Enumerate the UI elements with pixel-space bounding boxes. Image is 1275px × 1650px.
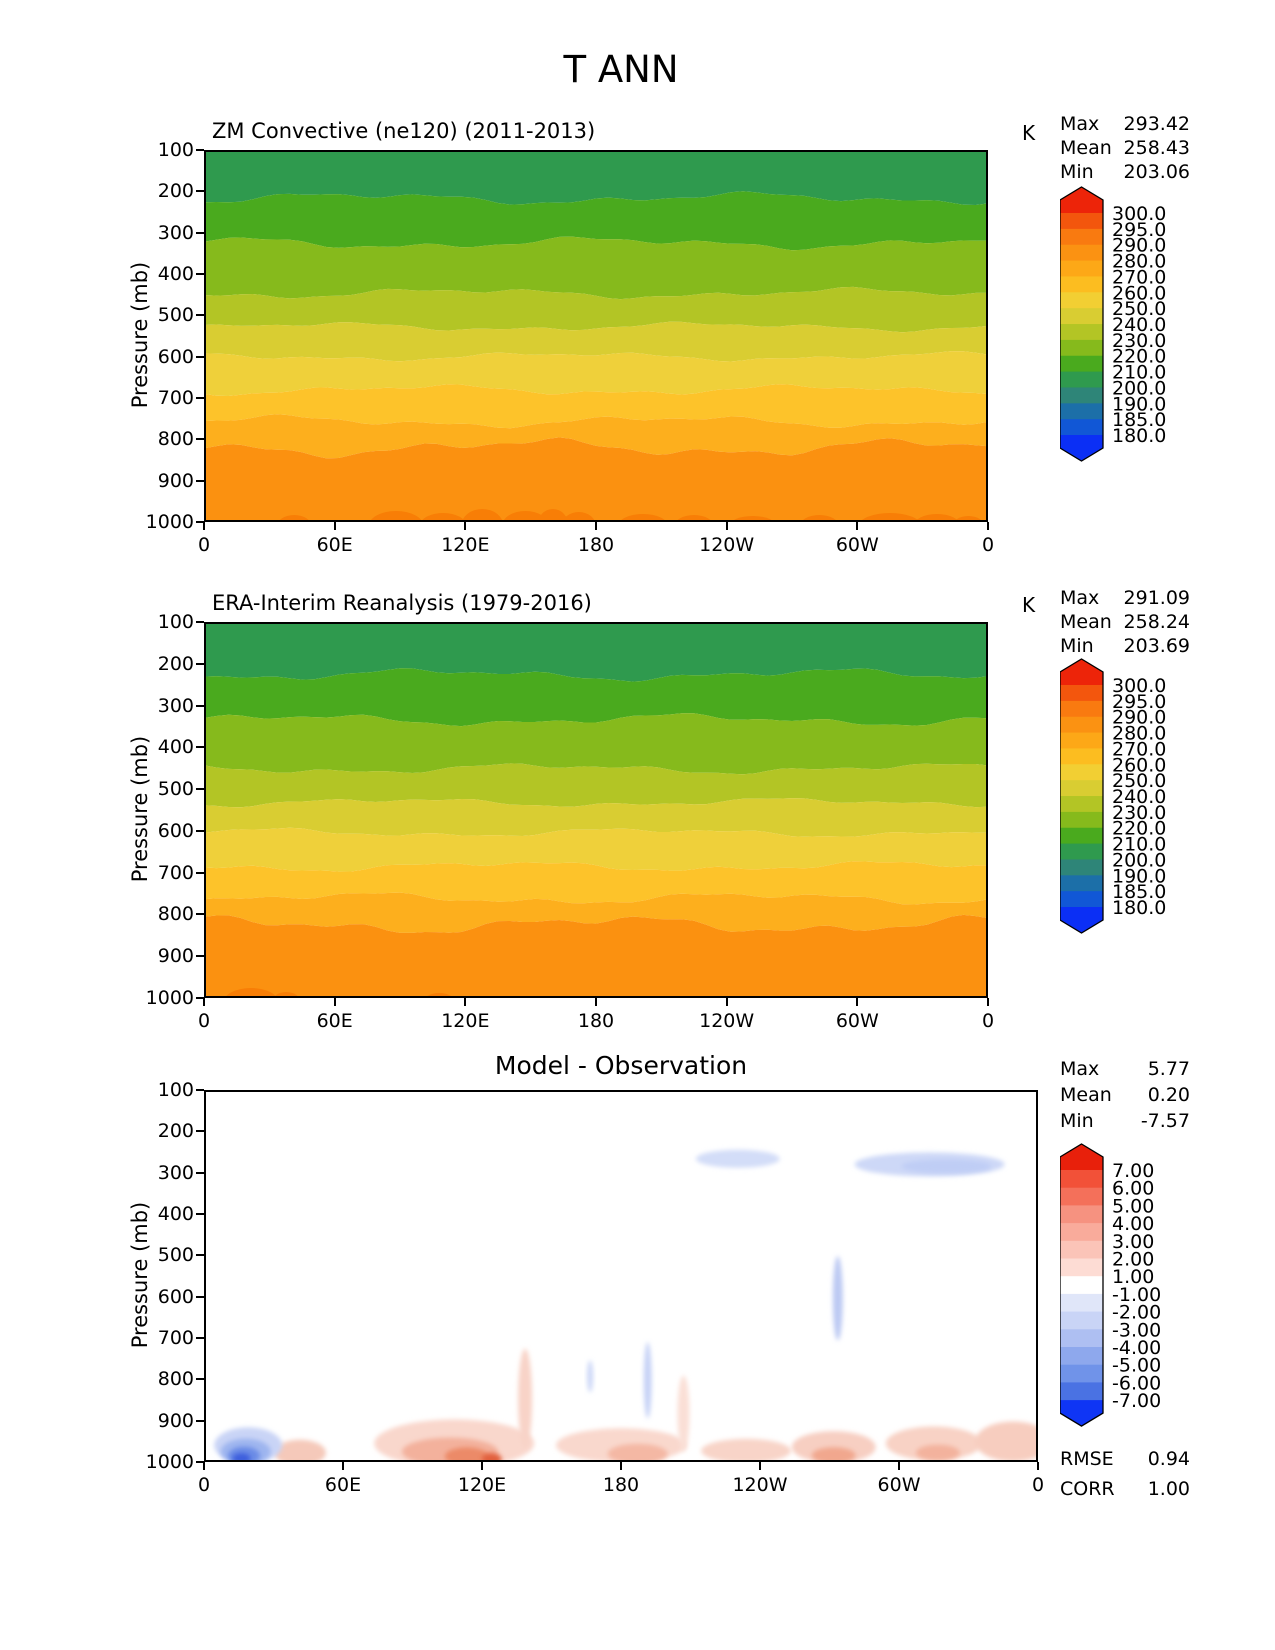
x-tick-label: 120W — [699, 534, 755, 556]
colorbar-tick-label: 220.0 — [1112, 817, 1167, 840]
x-tick-label: 120W — [699, 1010, 755, 1032]
colorbar-tick-label: 295.0 — [1112, 218, 1167, 241]
y-tick-label: 400 — [157, 1203, 194, 1225]
stat-value: 5.77 — [1147, 1058, 1190, 1080]
x-tick-mark — [481, 1462, 483, 1470]
colorbar-tick-label: 210.0 — [1112, 361, 1167, 384]
y-tick-label: 500 — [157, 1244, 194, 1267]
colorbar-tick-label: -3.00 — [1112, 1319, 1162, 1342]
difference-anomaly-blob — [518, 1349, 532, 1449]
colorbar-tick-label: 6.00 — [1112, 1177, 1155, 1200]
x-tick-label: 0 — [981, 534, 995, 556]
y-tick-label: 500 — [157, 778, 194, 801]
colorbar-tick-label: 180.0 — [1112, 897, 1167, 919]
y-tick-label: 100 — [157, 611, 194, 633]
x-tick-label: 60W — [835, 534, 879, 556]
y-tick-label: 800 — [157, 1368, 194, 1391]
stat-label: Mean — [1060, 611, 1112, 633]
y-tick-mark — [196, 1378, 204, 1380]
colorbar-tick-label: -2.00 — [1112, 1301, 1162, 1324]
y-tick-mark — [196, 872, 204, 874]
y-tick-label: 100 — [157, 139, 194, 161]
y-tick-mark — [196, 830, 204, 832]
y-tick-mark — [196, 190, 204, 192]
x-tick-label: 60E — [316, 534, 353, 556]
y-tick-mark — [196, 746, 204, 748]
x-tick-label: 0 — [197, 1010, 211, 1032]
stat-label: Min — [1060, 635, 1094, 657]
difference-anomaly-blob — [901, 1159, 991, 1173]
stats-block-model — [1060, 112, 1190, 184]
x-tick-label: 0 — [197, 1474, 211, 1496]
figure-title: T ANN — [563, 48, 679, 91]
colorbar-tick-label: 4.00 — [1112, 1213, 1155, 1236]
colorbar-tick-label: 5.00 — [1112, 1195, 1155, 1218]
y-tick-label: 300 — [157, 1161, 194, 1184]
x-tick-mark — [595, 522, 597, 530]
stat-value: 203.06 — [1123, 161, 1190, 183]
difference-anomaly-blob — [644, 1342, 652, 1418]
colorbar-tick-label: 260.0 — [1112, 282, 1167, 305]
x-tick-label: 60W — [835, 1010, 879, 1032]
colorbar-tick-label: -6.00 — [1112, 1372, 1162, 1395]
x-tick-mark — [464, 998, 466, 1006]
stat-label: CORR — [1060, 1478, 1115, 1500]
colorbar-tick-label: 240.0 — [1112, 314, 1167, 336]
x-tick-label: 60E — [324, 1474, 362, 1496]
y-tick-mark — [196, 1089, 204, 1091]
colorbar-tick-label: 1.00 — [1112, 1266, 1155, 1289]
stat-value: 1.00 — [1147, 1478, 1190, 1500]
y-axis-label: Pressure (mb) — [128, 261, 152, 409]
colorbar-tick-label: 190.0 — [1112, 865, 1167, 888]
x-tick-label: 0 — [981, 1010, 995, 1032]
colorbar-tick-label: 185.0 — [1112, 881, 1167, 904]
x-tick-mark — [1037, 1462, 1039, 1470]
stat-value: 0.94 — [1147, 1448, 1190, 1470]
contour-plot-2 — [204, 1090, 1038, 1462]
x-tick-label: 60W — [877, 1474, 921, 1496]
y-tick-mark — [196, 621, 204, 623]
x-tick-mark — [856, 998, 858, 1006]
y-tick-label: 700 — [157, 387, 194, 409]
x-tick-label: 120E — [441, 534, 490, 556]
colorbar-unit-label: K — [1022, 593, 1036, 617]
stat-value: 293.42 — [1123, 113, 1190, 135]
x-tick-mark — [759, 1462, 761, 1470]
y-tick-label: 200 — [157, 180, 194, 203]
stat-label: Max — [1060, 113, 1100, 135]
colorbar-tick-label: 295.0 — [1112, 690, 1167, 713]
panel-title-difference: Model - Observation — [494, 1051, 748, 1080]
x-tick-mark — [595, 998, 597, 1006]
difference-anomaly-blob — [701, 1439, 791, 1462]
y-tick-mark — [196, 705, 204, 707]
y-tick-mark — [196, 913, 204, 915]
colorbar-tick-label: 230.0 — [1112, 329, 1167, 352]
y-tick-mark — [196, 955, 204, 957]
stat-value: 203.69 — [1123, 635, 1190, 657]
colorbar-tick-label: 240.0 — [1112, 786, 1167, 808]
stat-value: 258.43 — [1123, 137, 1190, 159]
colorbar-tick-label: -5.00 — [1112, 1354, 1162, 1377]
colorbar-tick-label: 250.0 — [1112, 770, 1167, 793]
y-tick-label: 600 — [157, 1285, 194, 1308]
y-tick-label: 700 — [157, 861, 194, 884]
colorbar-2 — [1060, 1140, 1190, 1435]
x-tick-mark — [856, 522, 858, 530]
x-tick-mark — [334, 998, 336, 1006]
y-tick-mark — [196, 1130, 204, 1132]
y-tick-mark — [196, 663, 204, 665]
colorbar-tick-label: 210.0 — [1112, 833, 1167, 856]
x-tick-label: 0 — [197, 534, 211, 556]
difference-anomaly-blob — [916, 1445, 960, 1461]
colorbar-tick-label: 3.00 — [1112, 1230, 1155, 1253]
y-tick-label: 500 — [157, 304, 194, 327]
stat-label: Mean — [1060, 137, 1112, 159]
y-tick-mark — [196, 273, 204, 275]
colorbar-tick-label: 270.0 — [1112, 266, 1167, 289]
stat-label: Max — [1060, 1058, 1100, 1080]
colorbar-tick-label: 300.0 — [1112, 203, 1167, 225]
y-tick-label: 400 — [157, 736, 194, 759]
y-tick-mark — [196, 438, 204, 440]
y-tick-label: 200 — [157, 1120, 194, 1143]
stat-value: 258.24 — [1123, 611, 1190, 633]
colorbar-1 — [1060, 655, 1190, 942]
y-tick-mark — [196, 232, 204, 234]
y-tick-label: 700 — [157, 1327, 194, 1349]
x-tick-mark — [203, 522, 205, 530]
y-tick-mark — [196, 1420, 204, 1422]
difference-anomaly-blob — [678, 1376, 690, 1452]
colorbar-tick-label: 280.0 — [1112, 722, 1167, 745]
colorbar-tick-label: 250.0 — [1112, 298, 1167, 321]
x-tick-mark — [203, 998, 205, 1006]
x-tick-mark — [987, 998, 989, 1006]
x-tick-mark — [334, 522, 336, 530]
x-tick-label: 180 — [602, 1474, 640, 1496]
y-axis-label: Pressure (mb) — [128, 1201, 152, 1349]
x-tick-label: 120W — [732, 1474, 788, 1496]
stat-label: Min — [1060, 161, 1094, 183]
y-tick-label: 200 — [157, 652, 194, 675]
y-tick-label: 300 — [157, 694, 194, 717]
x-tick-label: 120E — [441, 1010, 490, 1032]
y-tick-label: 800 — [157, 903, 194, 926]
y-tick-label: 600 — [157, 345, 194, 368]
stat-label: RMSE — [1060, 1448, 1114, 1470]
x-tick-mark — [726, 522, 728, 530]
x-tick-mark — [987, 522, 989, 530]
y-tick-mark — [196, 1172, 204, 1174]
y-tick-label: 900 — [157, 469, 194, 492]
y-tick-label: 100 — [157, 1079, 194, 1101]
x-tick-label: 180 — [577, 1010, 615, 1032]
y-tick-mark — [196, 1296, 204, 1298]
colorbar-tick-label: 200.0 — [1112, 849, 1167, 872]
contour-plot-1 — [204, 622, 988, 998]
colorbar-tick-label: -7.00 — [1112, 1390, 1162, 1413]
y-tick-label: 900 — [157, 1409, 194, 1432]
y-tick-label: 900 — [157, 945, 194, 968]
colorbar-tick-label: 230.0 — [1112, 801, 1167, 824]
stat-value: 291.09 — [1123, 587, 1190, 609]
x-tick-mark — [342, 1462, 344, 1470]
colorbar-tick-label: 185.0 — [1112, 409, 1167, 432]
y-tick-mark — [196, 1337, 204, 1339]
x-tick-label: 180 — [577, 534, 615, 556]
y-tick-label: 400 — [157, 263, 194, 285]
y-tick-label: 1000 — [145, 1451, 194, 1473]
colorbar-tick-label: 280.0 — [1112, 250, 1167, 273]
colorbar-unit-label: K — [1022, 121, 1036, 145]
colorbar-tick-label: 7.00 — [1112, 1160, 1155, 1182]
colorbar-tick-label: 260.0 — [1112, 754, 1167, 777]
difference-anomaly-blob — [696, 1150, 780, 1168]
stat-value: -7.57 — [1140, 1110, 1190, 1132]
y-tick-label: 1000 — [145, 511, 194, 533]
colorbar-tick-label: 180.0 — [1112, 425, 1167, 447]
x-tick-mark — [203, 1462, 205, 1470]
colorbar-tick-label: 220.0 — [1112, 345, 1167, 368]
colorbar-tick-label: 2.00 — [1112, 1248, 1155, 1271]
x-tick-mark — [620, 1462, 622, 1470]
x-tick-label: 0 — [1031, 1474, 1045, 1496]
x-tick-label: 60E — [316, 1010, 353, 1032]
colorbar-tick-label: 190.0 — [1112, 393, 1167, 416]
contour-plot-0 — [204, 150, 988, 522]
stats-block-difference — [1060, 1056, 1190, 1134]
y-tick-label: 600 — [157, 819, 194, 842]
y-tick-label: 800 — [157, 428, 194, 451]
colorbar-tick-label: 290.0 — [1112, 706, 1167, 729]
y-axis-label: Pressure (mb) — [128, 735, 152, 883]
x-tick-mark — [464, 522, 466, 530]
stats-block-reanalysis — [1060, 586, 1190, 658]
y-tick-mark — [196, 149, 204, 151]
y-tick-mark — [196, 397, 204, 399]
y-tick-mark — [196, 788, 204, 790]
colorbar-tick-label: -1.00 — [1112, 1283, 1162, 1306]
y-tick-label: 300 — [157, 221, 194, 244]
x-tick-mark — [898, 1462, 900, 1470]
colorbar-0 — [1060, 183, 1190, 470]
panel-title-model: ZM Convective (ne120) (2011-2013) — [212, 119, 596, 143]
x-tick-label: 120E — [457, 1474, 507, 1496]
colorbar-tick-label: 200.0 — [1112, 377, 1167, 400]
colorbar-tick-label: -4.00 — [1112, 1337, 1162, 1359]
y-tick-mark — [196, 314, 204, 316]
colorbar-tick-label: 300.0 — [1112, 675, 1167, 697]
colorbar-tick-label: 270.0 — [1112, 738, 1167, 761]
difference-anomaly-blob — [833, 1256, 843, 1340]
y-tick-mark — [196, 356, 204, 358]
y-tick-mark — [196, 1213, 204, 1215]
panel-title-reanalysis: ERA-Interim Reanalysis (1979-2016) — [212, 591, 592, 615]
x-tick-mark — [726, 998, 728, 1006]
y-tick-label: 1000 — [145, 987, 194, 1009]
stat-label: Min — [1060, 1110, 1094, 1132]
stat-label: Max — [1060, 587, 1100, 609]
y-tick-mark — [196, 480, 204, 482]
stat-value: 0.20 — [1147, 1084, 1190, 1106]
colorbar-tick-label: 290.0 — [1112, 234, 1167, 257]
y-tick-mark — [196, 1254, 204, 1256]
difference-anomaly-blob — [587, 1360, 593, 1392]
stat-label: Mean — [1060, 1084, 1112, 1106]
